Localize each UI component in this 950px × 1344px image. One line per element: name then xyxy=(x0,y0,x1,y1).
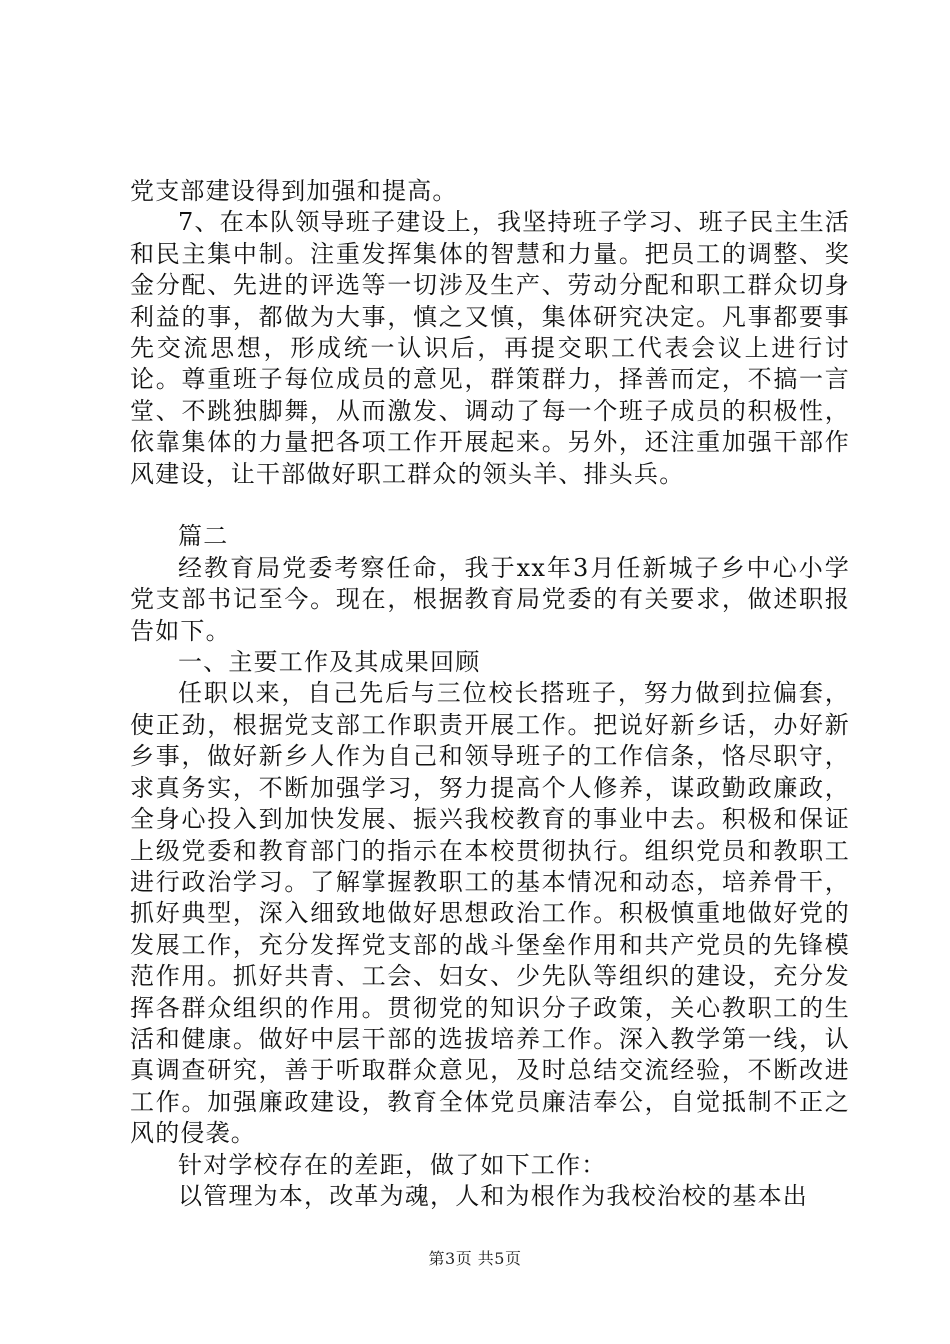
document-body xyxy=(130,176,850,1212)
page-footer: 第3页 共5页 xyxy=(428,1249,522,1268)
paragraph-work-review: 任职以来，自己先后与三位校长搭班子，努力做到拉偏套，使正劲，根据党支部工作职责开展工作。把说好新乡话，办好新乡事，做好新乡人作为自己和领导班子的工作信条，恪尽职守，求真务实，不断加强学习，努力提高个人修养，谋政勤政廉政，全身心投入到加快发展、振兴我校教育的事业中去。积极和保证上级党委和教育部门的指示在本校贯彻执行。组织党员和教职工进行政治学习。了解掌握教职工的基本情况和动态，培养骨干，抓好典型，深入细致地做好思想政治工作。积极慎重地做好党的发展工作，充分发挥党支部的战斗堡垒作用和共产党员的先锋模范作用。抓好共青、工会、妇女、少先队等组织的建设，充分发挥各群众组织的作用。贯彻党的知识分子政策，关心教职工的生活和健康。做好中层干部的选拔培养工作。深入教学第一线，认真调查研究，善于听取群众意见，及时总结交流经验，不断改进工作。加强廉政建设，教育全体党员廉洁奉公，自觉抵制不正之风的侵袭。 xyxy=(130,679,850,1148)
paragraph-intro: 经教育局党委考察任命，我于xx年3月任新城子乡中心小学党支部书记至今。现在，根据教育局党委的有关要求，做述职报告如下。 xyxy=(130,553,850,645)
section-heading: 篇二 xyxy=(178,522,229,551)
subsection-heading: 一、主要工作及其成果回顾 xyxy=(178,648,481,677)
paragraph-continuation: 党支部建设得到加强和提高。 xyxy=(130,177,458,205)
paragraph-management: 以管理为本，改革为魂，人和为根作为我校治校的基本出 xyxy=(178,1181,808,1210)
paragraph-item-7: 7、在本队领导班子建设上，我坚持班子学习、班子民主生活和民主集中制。注重发挥集体的智慧和力量。把员工的调整、奖金分配、先进的评选等一切涉及生产、劳动分配和职工群众切身利益的事，都做为大事，慎之又慎，集体研究决定。凡事都要事先交流思想，形成统一认识后，再提交职工代表会议上进行讨论。尊重班子每位成员的意见，群策群力，择善而定，不搞一言堂、不跳独脚舞，从而激发、调动了每一个班子成员的积极性，依靠集体的力量把各项工作开展起来。另外，还注重加强干部作风建设，让干部做好职工群众的领头羊、排头兵。 xyxy=(130,208,850,488)
paragraph-gap xyxy=(130,490,850,521)
paragraph-gap-statement: 针对学校存在的差距，做了如下工作： xyxy=(178,1150,607,1179)
